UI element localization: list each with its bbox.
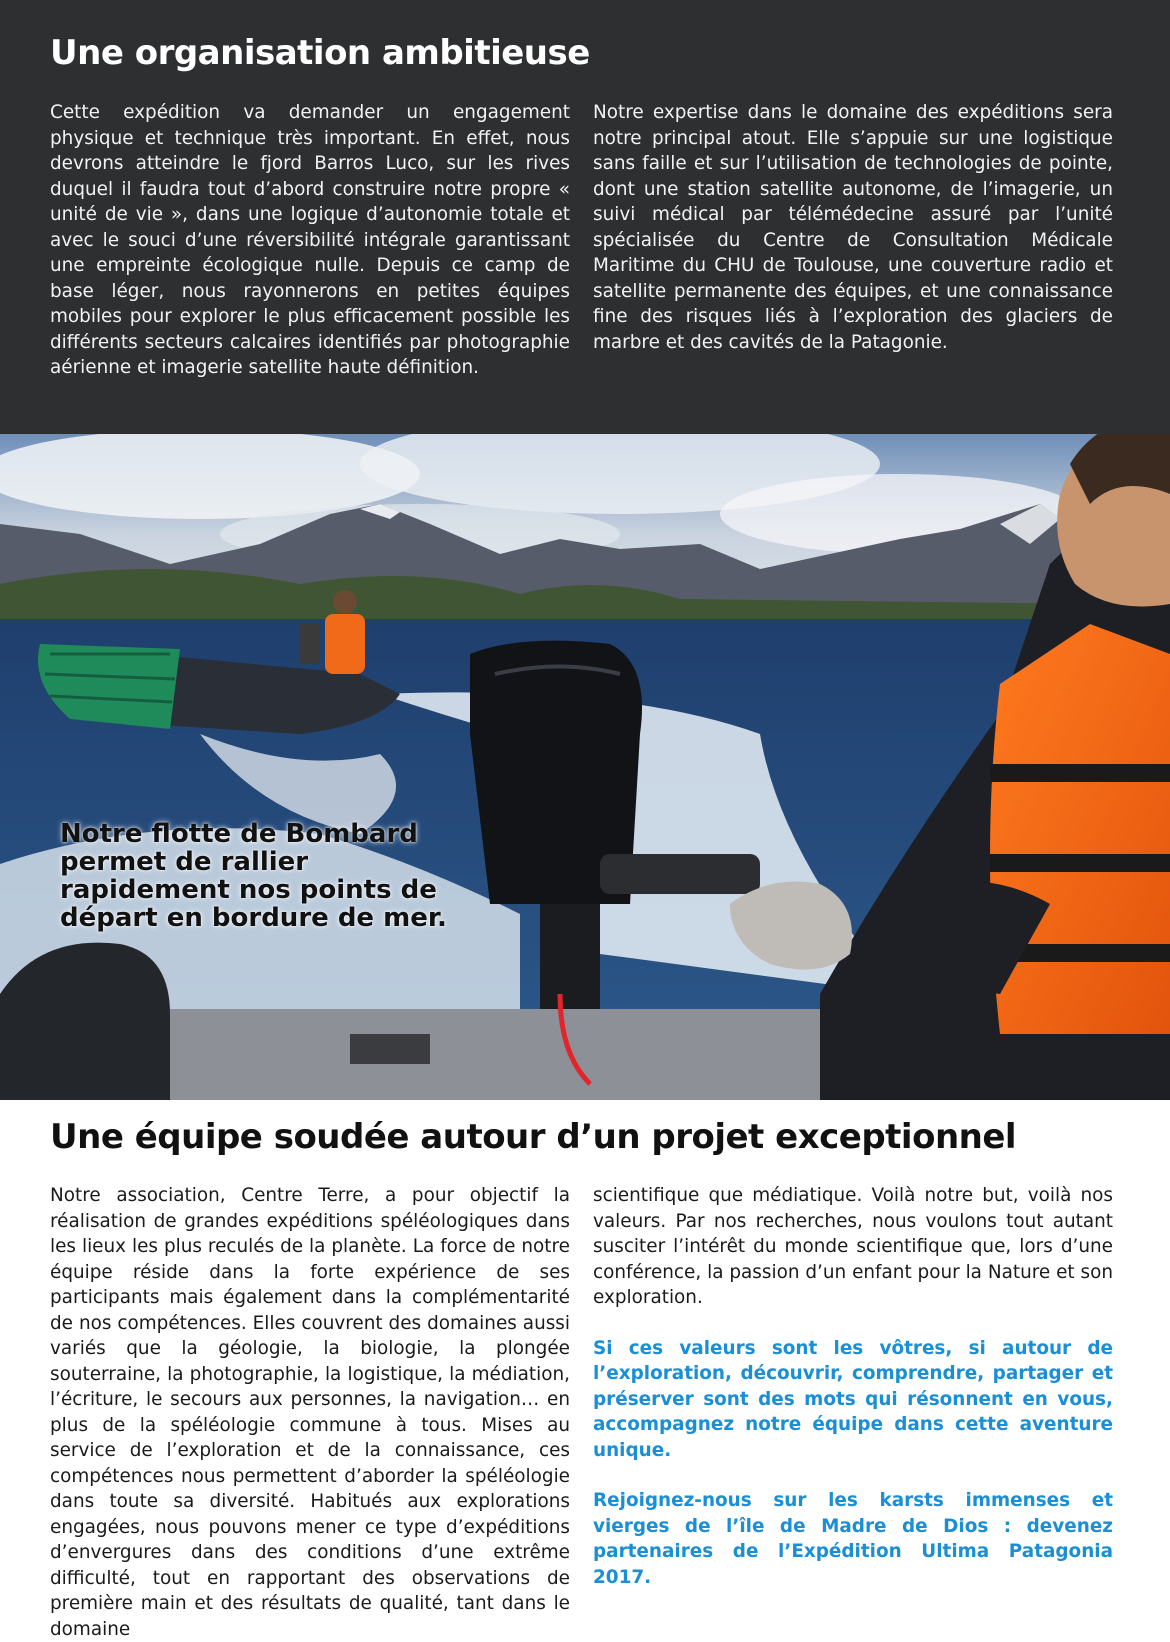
organisation-column-right [593, 100, 1113, 355]
organisation-paragraph-right: Notre expertise dans le domaine des expéditions sera notre principal atout. Elle s’appuie sur une logistique sans faille et sur l’utilisation de technologies de pointe, dont une station satellite autonome, de l’imagerie, un suivi médical par télémédecine assuré par l’unité spécialisée du Centre de Consultation Médicale Maritime du CHU de Toulouse, une couverture radio et satellite permanente des équipes, et une connaissance fine des risques liés à l’exploration des glaciers de marbre et des cavités de la Patagonie. [593, 102, 1113, 353]
boat-photo-illustration [0, 434, 1170, 1100]
equipe-column-left [50, 1183, 570, 1642]
equipe-callout-values: Si ces valeurs sont les vôtres, si autour de l’exploration, découvrir, comprendre, partager et préserver sont des mots qui résonnent en vous, accompagnez notre équipe dans cette aventure unique. [593, 1337, 1113, 1461]
organisation-paragraph-left: Cette expédition va demander un engagement physique et technique très important. En effet, nous devrons atteindre le fjord Barros Luco, sur les rives duquel il faudra tout d’abord construire notre propre « unité de vie », dans une logique d’autonomie totale et avec le souci d’une réversibilité intégrale garantissant une empreinte écologique nulle. Depuis ce camp de base léger, nous rayonnerons en petites équipes mobiles pour explorer le plus efficacement possible les différents secteurs calcaires identifiés par photographie aérienne et imagerie satellite haute définition. [50, 102, 570, 378]
section-title-equipe: Une équipe soudée autour d’un projet exceptionnel [50, 1117, 1017, 1157]
equipe-column-right [593, 1183, 1113, 1590]
intro-section [0, 0, 1170, 434]
section-title-organisation: Une organisation ambitieuse [50, 33, 590, 73]
boat-photo [0, 434, 1170, 1100]
equipe-callout-join: Rejoignez-nous sur les karsts immenses et vierges de l’île de Madre de Dios : devenez partenaires de l’Expédition Ultima Patagonia 2017. [593, 1490, 1113, 1588]
equipe-paragraph-values: scientifique que médiatique. Voilà notre but, voilà nos valeurs. Par nos recherches, nous voulons tout autant susciter l’intérêt du monde scientifique que, lors d’une conférence, la passion d’un enfant pour la Nature et son exploration. [593, 1185, 1113, 1308]
organisation-column-left [50, 100, 570, 381]
photo-caption: Notre flotte de Bombard permet de rallier rapidement nos points de départ en bordure de mer. [60, 819, 447, 933]
equipe-paragraph-left: Notre association, Centre Terre, a pour objectif la réalisation de grandes expéditions spéléologiques dans les lieux les plus reculés de la planète. La force de notre équipe réside dans la forte expérience de ses participants mais également dans la complémentarité de nos compétences. Elles couvrent des domaines aussi variés que la géologie, la biologie, la plongée souterraine, la photographie, la logistique, la médiation, l’écriture, le secours aux personnes, la navigation… en plus de la spéléologie commune à tous. Mises au service de l’exploration et de la connaissance, ces compétences nous permettent d’aborder la spéléologie dans toute sa diversité. Habitués aux explorations engagées, nous pouvons mener ce type d’expéditions d’envergures dans des conditions d’une extrême difficulté, tout en rapportant des observations de première main et des résultats de qualité, tant dans le domaine [50, 1185, 570, 1640]
